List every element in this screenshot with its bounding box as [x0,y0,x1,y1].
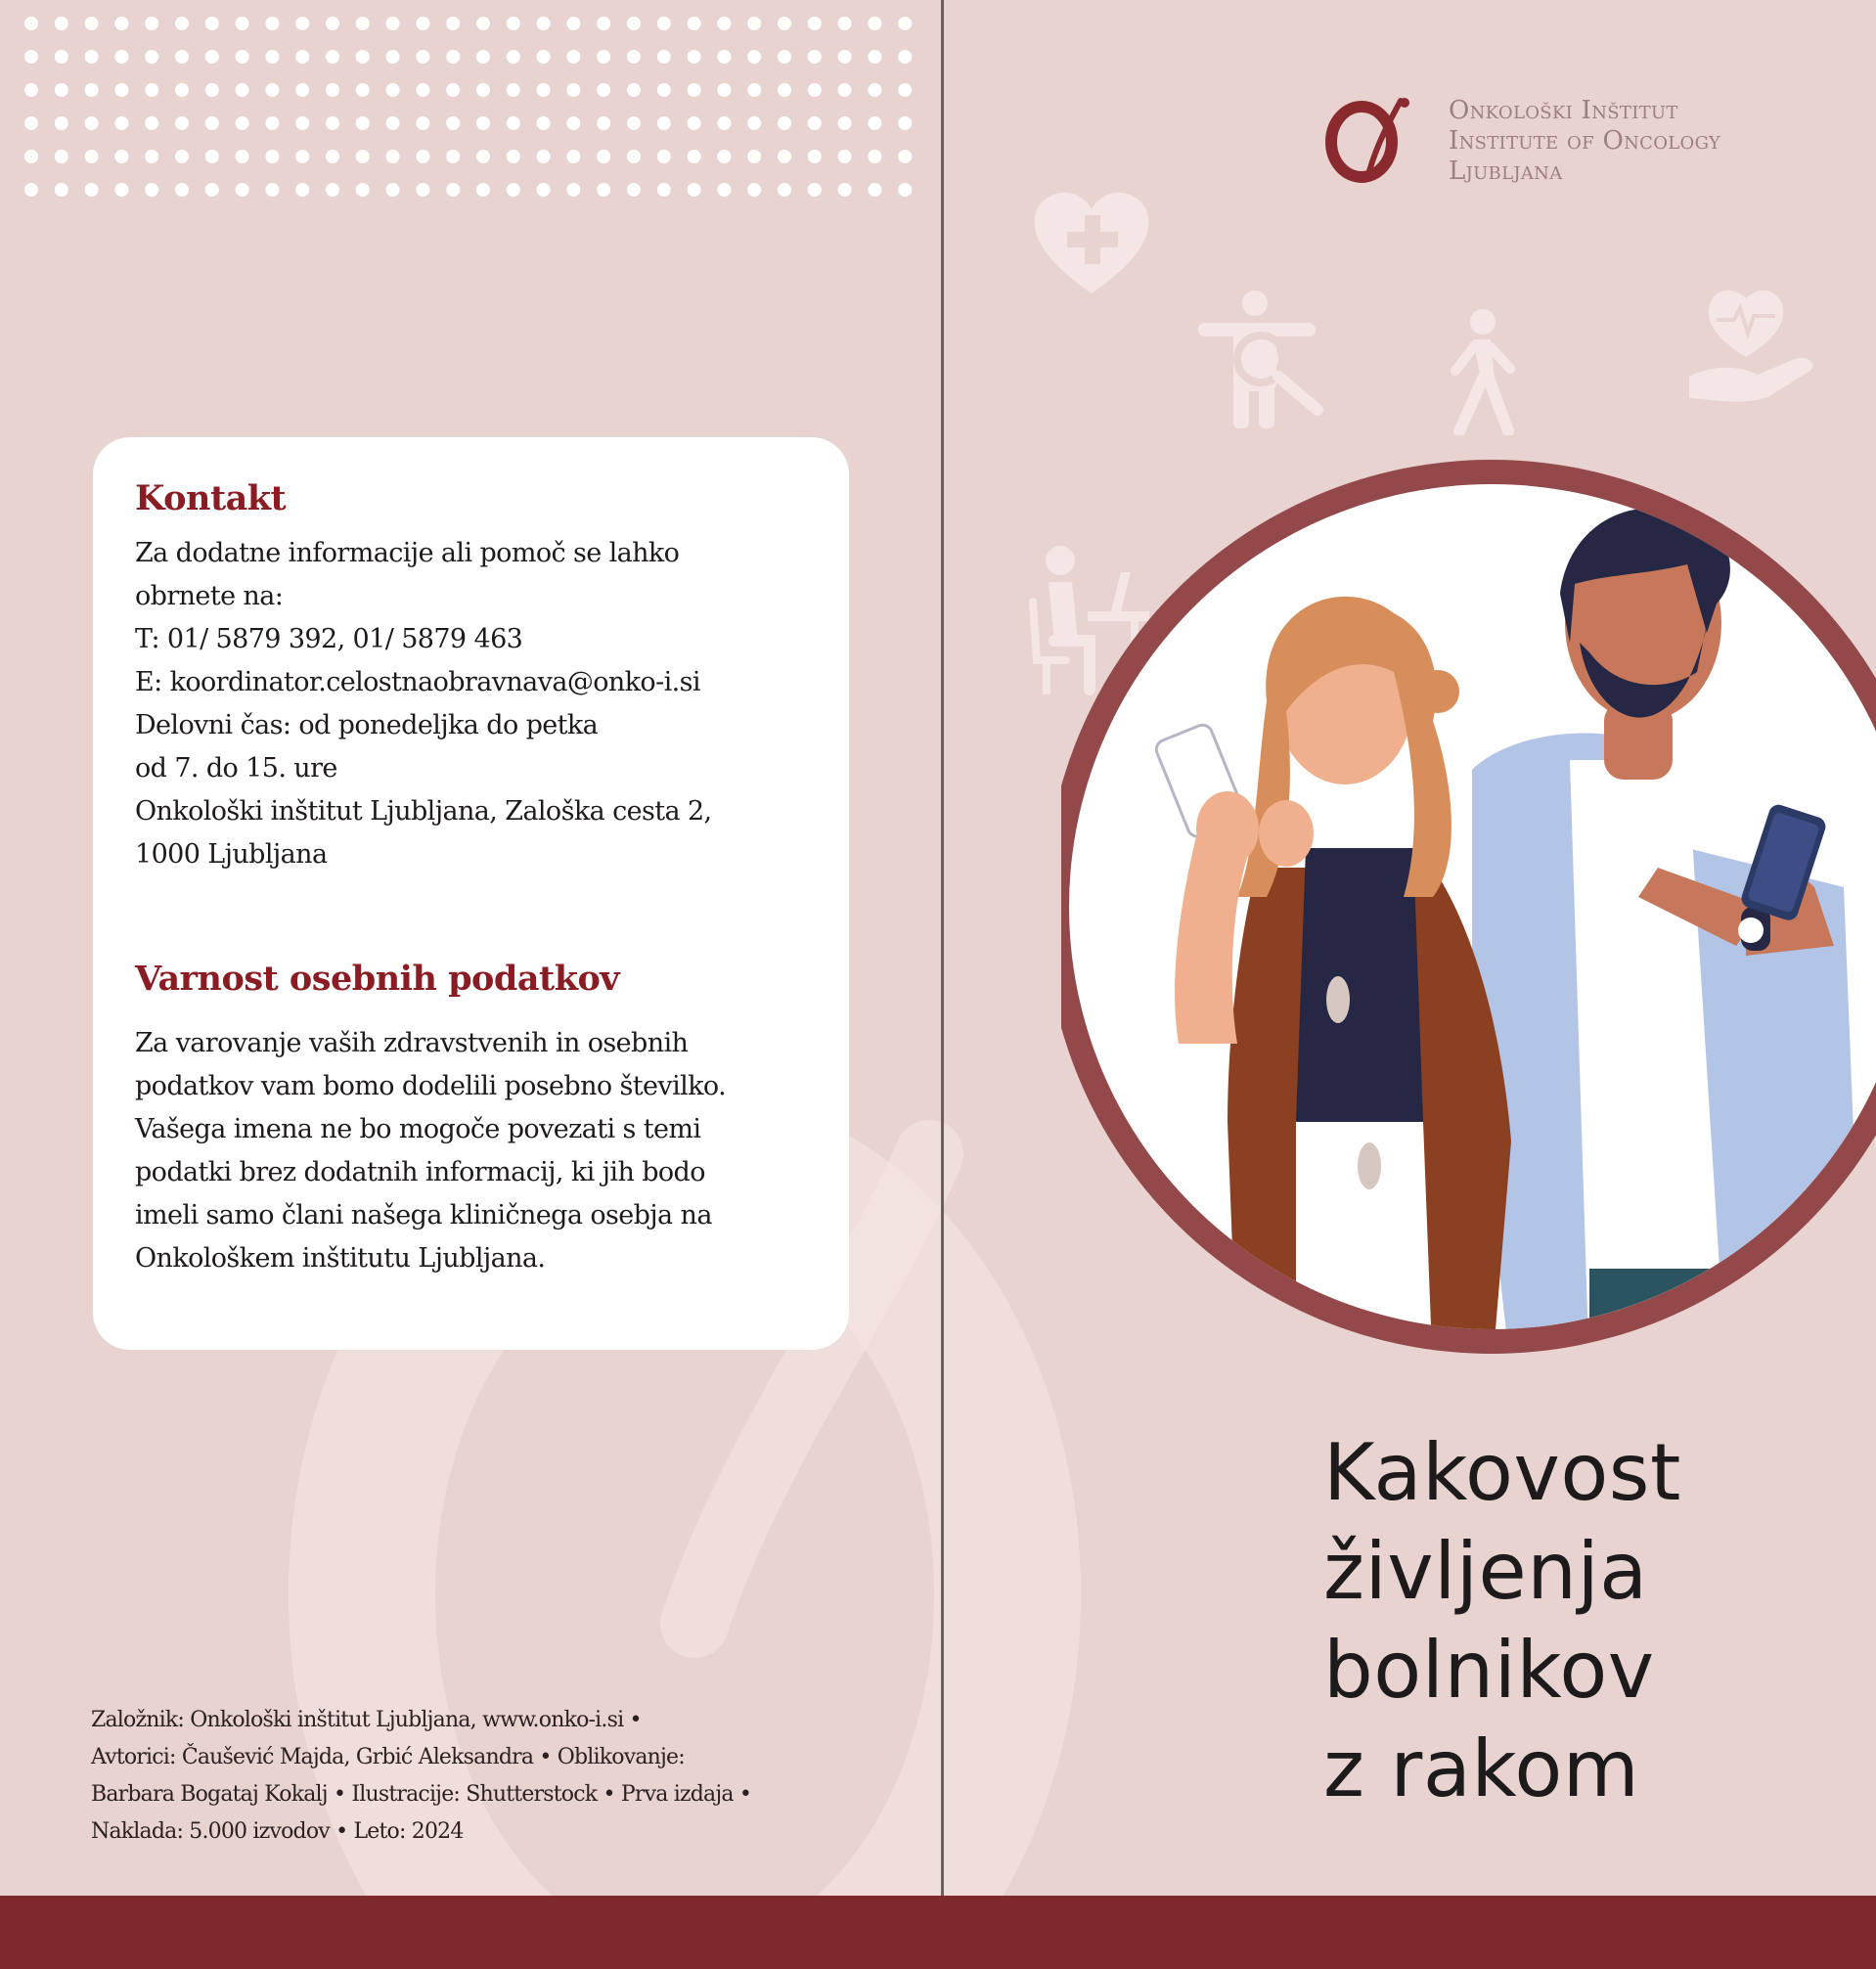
pattern-dot [356,17,370,30]
pattern-dot [356,116,370,130]
bottom-bar [0,1896,1876,1969]
pattern-dot [778,150,791,163]
pattern-dot [145,83,158,97]
pattern-dot [507,150,520,163]
pattern-dot [295,150,309,163]
pattern-dot [808,150,822,163]
pattern-dot [898,183,912,197]
credits-line: Založnik: Onkološki inštitut Ljubljana, www.onko-i.si • [91,1708,642,1732]
pattern-dot [747,116,761,130]
pattern-dot [688,83,701,97]
pattern-dot [295,83,309,97]
title-line: bolnikov [1323,1625,1655,1716]
pattern-dot [175,83,189,97]
pattern-dot [597,116,610,130]
pattern-dot [476,17,490,30]
pattern-dot [85,17,99,30]
pattern-dot [597,150,610,163]
pattern-dot [85,50,99,64]
pattern-dot [657,17,671,30]
pattern-dot [236,183,249,197]
pattern-dot [114,50,128,64]
pattern-dot [537,17,551,30]
pattern-dot [356,150,370,163]
pattern-dot [205,116,219,130]
pattern-dot [416,183,429,197]
pattern-dot [446,150,460,163]
pattern-dot [175,116,189,130]
pattern-dot [24,17,38,30]
pattern-dot [326,116,339,130]
pattern-dot [688,50,701,64]
pattern-dot [145,183,158,197]
pattern-dot [808,116,822,130]
pattern-dot [295,116,309,130]
pattern-dot [265,83,279,97]
pattern-dot [55,17,68,30]
contact-line: obrnete na: [135,581,284,611]
pattern-dot [236,116,249,130]
institute-name [1449,96,1720,187]
pattern-dot [657,183,671,197]
credits [91,1702,854,1851]
pattern-dot [265,150,279,163]
pattern-dot [416,83,429,97]
pattern-dot [476,150,490,163]
pattern-dot [145,150,158,163]
pattern-dot [838,150,852,163]
contact-line: od 7. do 15. ure [135,753,337,783]
pattern-dot [868,183,881,197]
pattern-dot [24,183,38,197]
pattern-dot [566,50,580,64]
pattern-dot [507,50,520,64]
pattern-dot [265,17,279,30]
pattern-dot [326,183,339,197]
pattern-dot [145,116,158,130]
pattern-dot [717,17,731,30]
pattern-dot [114,17,128,30]
pattern-dot [386,50,400,64]
pattern-dot [868,50,881,64]
pattern-dot [597,50,610,64]
pattern-dot [868,83,881,97]
pattern-dot [778,183,791,197]
dot-pattern [22,12,921,202]
pattern-dot [627,183,641,197]
pattern-dot [838,83,852,97]
pattern-dot [326,50,339,64]
institute-name-line: Onkološki Inštitut [1449,96,1678,125]
privacy-line: podatkov vam bomo dodelili posebno številko. [135,1071,727,1101]
pattern-dot [205,17,219,30]
privacy-text [135,1022,808,1280]
pattern-dot [446,116,460,130]
privacy-line: Za varovanje vaših zdravstvenih in osebnih [135,1028,689,1058]
institute-name-line: Ljubljana [1449,157,1563,186]
pattern-dot [295,50,309,64]
pattern-dot [265,183,279,197]
title-line: življenja [1323,1526,1648,1617]
pattern-dot [205,83,219,97]
pattern-dot [416,116,429,130]
pattern-dot [175,150,189,163]
pattern-dot [205,183,219,197]
pattern-dot [507,183,520,197]
pattern-dot [808,83,822,97]
contact-address: Onkološki inštitut Ljubljana, Zaloška cesta 2, [135,796,712,827]
pattern-dot [808,50,822,64]
contact-address: 1000 Ljubljana [135,839,328,870]
pattern-dot [85,83,99,97]
pattern-dot [476,83,490,97]
pattern-dot [778,83,791,97]
pattern-dot [295,17,309,30]
pattern-dot [55,116,68,130]
pattern-dot [657,150,671,163]
pattern-dot [24,116,38,130]
pattern-dot [778,17,791,30]
privacy-line: imeli samo člani našega kliničnega osebja na [135,1200,712,1231]
pattern-dot [55,183,68,197]
pattern-dot [627,83,641,97]
pattern-dot [205,50,219,64]
person-magnifier-icon [1198,289,1327,430]
pattern-dot [55,83,68,97]
pattern-dot [898,50,912,64]
hand-heart-icon [1687,279,1819,406]
pattern-dot [145,17,158,30]
credits-line: Barbara Bogataj Kokalj • Ilustracije: Shutterstock • Prva izdaja • [91,1782,752,1807]
pattern-dot [747,83,761,97]
pattern-dot [507,83,520,97]
pattern-dot [898,150,912,163]
pattern-dot [24,150,38,163]
pattern-dot [717,116,731,130]
pattern-dot [688,116,701,130]
privacy-line: Vašega imena ne bo mogoče povezati s temi [135,1114,701,1144]
pattern-dot [717,50,731,64]
pattern-dot [55,50,68,64]
pattern-dot [265,116,279,130]
pattern-dot [717,183,731,197]
privacy-line: podatki brez dodatnih informacij, ki jih bodo [135,1157,705,1187]
pattern-dot [627,150,641,163]
pattern-dot [446,17,460,30]
contact-text [135,532,808,876]
pattern-dot [838,17,852,30]
pattern-dot [446,83,460,97]
pattern-dot [114,116,128,130]
pattern-dot [507,116,520,130]
pattern-dot [416,17,429,30]
pattern-dot [386,116,400,130]
pattern-dot [114,183,128,197]
pattern-dot [717,83,731,97]
contact-email[interactable]: E: koordinator.celostnaobravnava@onko-i.si [135,667,700,697]
pattern-dot [24,83,38,97]
pattern-dot [236,83,249,97]
pattern-dot [85,116,99,130]
pattern-dot [747,17,761,30]
pattern-dot [838,116,852,130]
pattern-dot [778,50,791,64]
pattern-dot [898,17,912,30]
pattern-dot [627,50,641,64]
pattern-dot [114,150,128,163]
pattern-dot [416,50,429,64]
pattern-dot [446,183,460,197]
pattern-dot [566,17,580,30]
pattern-dot [566,116,580,130]
pattern-dot [295,183,309,197]
brochure-title [1323,1423,1681,1818]
pattern-dot [778,116,791,130]
contact-phone: T: 01/ 5879 392, 01/ 5879 463 [135,624,523,654]
pattern-dot [476,183,490,197]
pattern-dot [627,116,641,130]
pattern-dot [175,50,189,64]
pattern-dot [747,183,761,197]
pattern-dot [24,50,38,64]
pattern-dot [356,183,370,197]
pattern-dot [657,116,671,130]
pattern-dot [657,83,671,97]
pattern-dot [838,183,852,197]
fold-divider [941,0,944,1969]
pattern-dot [627,17,641,30]
pattern-dot [476,116,490,130]
pattern-dot [868,150,881,163]
pattern-dot [688,183,701,197]
walking-person-icon [1430,308,1518,435]
pattern-dot [114,83,128,97]
pattern-dot [597,83,610,97]
pattern-dot [85,183,99,197]
hero-illustration [1061,437,1876,1376]
pattern-dot [507,17,520,30]
pattern-dot [688,150,701,163]
credits-line: Naklada: 5.000 izvodov • Leto: 2024 [91,1819,464,1844]
pattern-dot [657,50,671,64]
pattern-dot [747,50,761,64]
title-line: Kakovost [1323,1427,1681,1518]
pattern-dot [566,150,580,163]
info-card [93,437,849,1350]
pattern-dot [537,183,551,197]
pattern-dot [175,17,189,30]
pattern-dot [416,150,429,163]
contact-line: Delovni čas: od ponedeljka do petka [135,710,599,740]
pattern-dot [356,83,370,97]
pattern-dot [236,17,249,30]
pattern-dot [476,50,490,64]
pattern-dot [537,116,551,130]
pattern-dot [55,150,68,163]
contact-line: Za dodatne informacije ali pomoč se lahko [135,538,680,568]
pattern-dot [597,17,610,30]
pattern-dot [386,150,400,163]
pattern-dot [747,150,761,163]
pattern-dot [537,50,551,64]
pattern-dot [808,183,822,197]
pattern-dot [717,150,731,163]
pattern-dot [566,83,580,97]
pattern-dot [386,83,400,97]
privacy-line: Onkološkem inštitutu Ljubljana. [135,1243,546,1274]
pattern-dot [326,83,339,97]
pattern-dot [386,17,400,30]
pattern-dot [205,150,219,163]
pattern-dot [868,17,881,30]
pattern-dot [446,50,460,64]
pattern-dot [808,17,822,30]
pattern-dot [688,17,701,30]
pattern-dot [868,116,881,130]
title-line: z rakom [1323,1723,1640,1814]
pattern-dot [326,150,339,163]
pattern-dot [898,83,912,97]
pattern-dot [838,50,852,64]
pattern-dot [145,50,158,64]
pattern-dot [236,50,249,64]
pattern-dot [597,183,610,197]
pattern-dot [566,183,580,197]
pattern-dot [386,183,400,197]
pattern-dot [265,50,279,64]
heart-plus-icon [1030,186,1153,298]
pattern-dot [85,150,99,163]
pattern-dot [356,50,370,64]
pattern-dot [175,183,189,197]
pattern-dot [537,83,551,97]
pattern-dot [326,17,339,30]
contact-heading: Kontakt [135,478,287,518]
pattern-dot [236,150,249,163]
pattern-dot [537,150,551,163]
institute-logo-icon [1318,93,1416,186]
credits-line: Avtorici: Čaušević Majda, Grbić Aleksandra • Oblikovanje: [91,1745,685,1769]
institute-name-line: Institute of Oncology [1449,126,1721,156]
privacy-heading: Varnost osebnih podatkov [135,959,620,999]
pattern-dot [898,116,912,130]
